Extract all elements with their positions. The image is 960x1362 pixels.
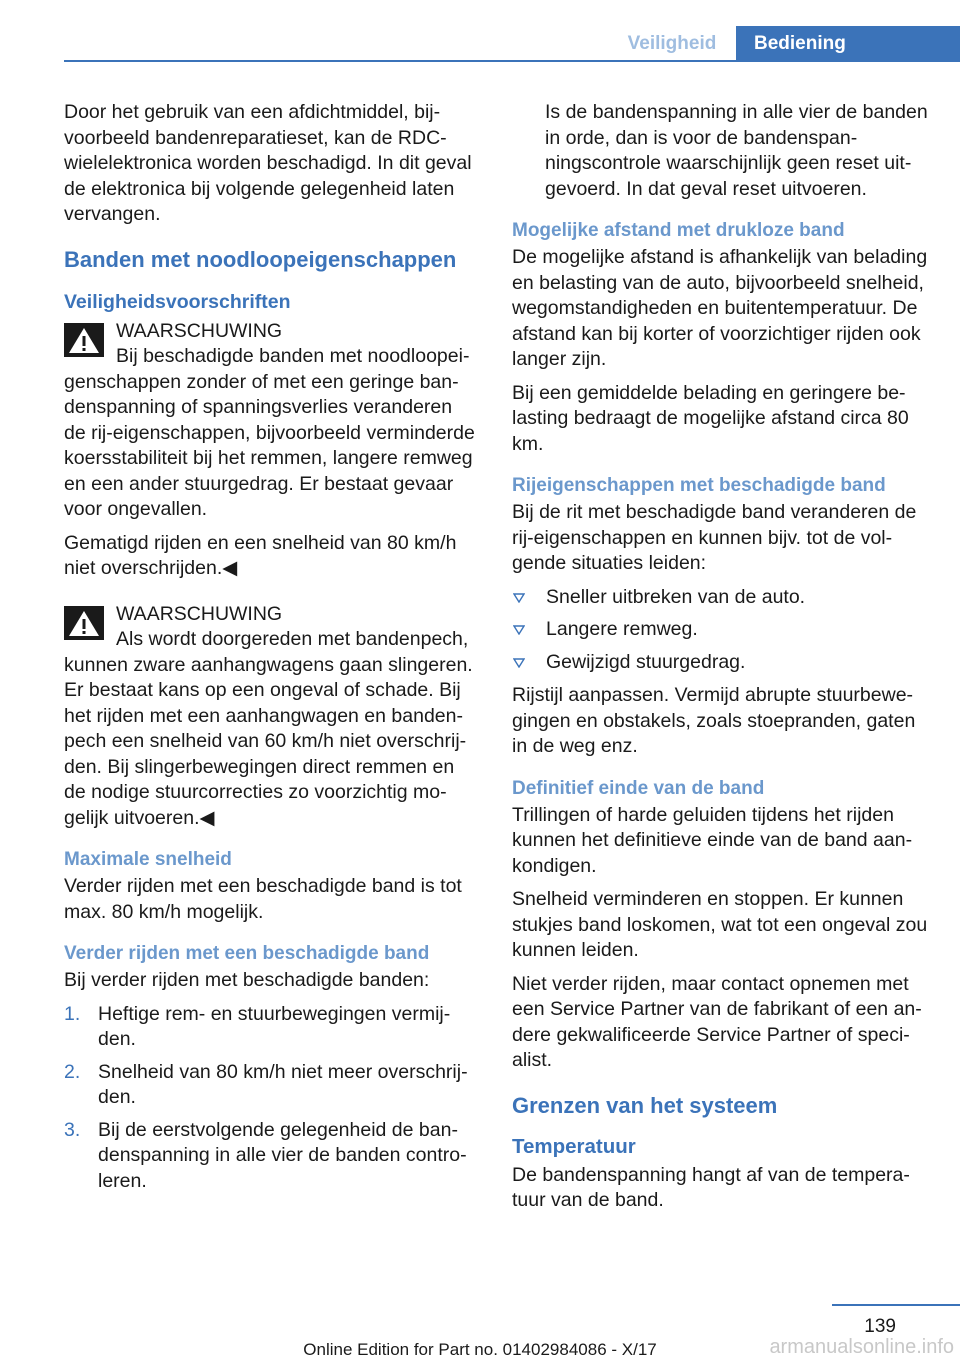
warning-block-1 xyxy=(64,319,479,582)
warning-title: WAARSCHUWING xyxy=(116,319,283,342)
warning-title: WAARSCHUWING xyxy=(116,602,283,625)
list-item xyxy=(512,617,928,643)
tab-bediening[interactable]: Bediening xyxy=(736,26,960,62)
warning-triangle-icon xyxy=(64,323,104,357)
list-item xyxy=(512,585,928,611)
bullet-text: Sneller uitbreken van de auto. xyxy=(546,585,806,608)
list-item xyxy=(64,1060,479,1111)
page-number-rule xyxy=(832,1304,960,1306)
subheading-safety: Veiligheidsvoorschriften xyxy=(64,290,291,313)
subheading-temperature: Temperatuur xyxy=(512,1134,636,1158)
subheading-end: Definitief einde van de band xyxy=(512,777,765,799)
triangle-bullet-icon xyxy=(513,625,525,635)
distance-text-2: Bij een gemiddelde belading en geringere belasting bedraagt de mogelijke afstand circa 80 km. xyxy=(512,381,909,455)
step-number: 1. xyxy=(64,1002,81,1025)
section-heading-limits: Grenzen van het systeem xyxy=(512,1092,778,1118)
distance-text-1: De mogelijke afstand is afhankelijk van belading en belasting van de auto, bijvoorbeeld snelheid, wegomstandigheden en buitentemperatuur. De afstand kan bij korter of voorzichtiger rijden ook langer zijn. xyxy=(512,246,928,370)
temperature-text: De bandenspanning hangt af van de temperatuur van de band. xyxy=(512,1163,910,1211)
bullet-list xyxy=(512,585,928,676)
warning-block-2 xyxy=(64,602,479,832)
section-heading-runflat: Banden met noodloopeigenschappen xyxy=(64,246,457,272)
step-number: 2. xyxy=(64,1060,81,1083)
end-text-2: Snelheid verminderen en stoppen. Er kunnen stukjes band loskomen, wat tot een ongeval zou kunnen leiden. xyxy=(512,888,928,961)
subheading-handling: Rijeigenschappen met beschadigde band xyxy=(512,475,886,496)
step-number: 3. xyxy=(64,1118,81,1141)
end-text-1: Trillingen of harde geluiden tijdens het rijden kunnen het definitieve einde van de band aankondigen. xyxy=(512,803,913,877)
warning-text-2: Gematigd rijden en een snelheid van 80 km/h niet overschrijden.◀ xyxy=(64,531,457,579)
watermark: armanualsonline.info xyxy=(769,1336,954,1358)
max-speed-text: Verder rijden met een beschadigde band is tot max. 80 km/h mogelijk. xyxy=(64,875,462,923)
page-number: 139 xyxy=(864,1316,896,1337)
list-item xyxy=(512,650,928,676)
left-column xyxy=(64,100,479,1202)
step-text: Heftige rem- en stuurbewegingen vermijden. xyxy=(98,1002,451,1050)
step-text: Bij de eerstvolgende gelegenheid de bandenspanning in alle vier de banden controleren. xyxy=(98,1118,467,1192)
warning-text: Als wordt doorgereden met bandenpech, kunnen zware aanhangwagens gaan slingeren. Er bestaat kans op een ongeval of schade. Bij het rijden met een aanhangwagen en bandenpech een snelheid van 60 km/h niet overschrijden. Bij slingerbewegingen direct remmen en de nodige stuurcorrecties zo voorzichtig mogelijk uitvoeren.◀ xyxy=(64,628,473,829)
handling-text: Bij de rit met beschadigde band veranderen de rij-eigenschappen en kunnen bijv. tot de volgende situaties leiden: xyxy=(512,501,917,574)
list-item xyxy=(64,1118,479,1195)
intro-paragraph: Door het gebruik van een afdichtmiddel, bijvoorbeeld bandenreparatieset, kan de RDC-wielelektronica worden beschadigd. In dit geval de elektronica bij volgende gelegenheid laten vervangen. xyxy=(64,101,472,225)
step-text: Snelheid van 80 km/h niet meer overschrijden. xyxy=(98,1060,468,1108)
list-item xyxy=(64,1002,479,1053)
handling-text-2: Rijstijl aanpassen. Vermijd abrupte stuurbewegingen en obstakels, zoals stoepranden, gaten in de weg enz. xyxy=(512,684,916,757)
right-column xyxy=(512,100,928,1222)
bullet-text: Langere remweg. xyxy=(546,618,698,640)
tab-veiligheid[interactable]: Veiligheid xyxy=(627,33,717,54)
subheading-distance: Mogelijke afstand met drukloze band xyxy=(512,220,845,241)
steps-list xyxy=(64,1002,479,1195)
subheading-continue: Verder rijden met een beschadigde band xyxy=(64,943,430,964)
triangle-bullet-icon xyxy=(513,593,525,603)
end-text-3: Niet verder rijden, maar contact opnemen met een Service Partner van de fabrikant of een andere gekwalificeerde Service Partner of specialist. xyxy=(512,972,922,1071)
continue-text: Bij verder rijden met beschadigde banden: xyxy=(64,969,430,991)
triangle-bullet-icon xyxy=(513,658,525,668)
subheading-max-speed: Maximale snelheid xyxy=(64,849,232,870)
bullet-text: Gewijzigd stuurgedrag. xyxy=(546,650,746,673)
step-continuation: Is de bandenspanning in alle vier de banden in orde, dan is voor de bandenspanningscontrole waarschijnlijk geen reset uitgevoerd. In dat geval reset uitvoeren. xyxy=(545,101,928,200)
warning-text: Bij beschadigde banden met noodloopeigenschappen zonder of met een geringe bandenspanning of spanningsverlies veranderen de rij-eigenschappen, bijvoorbeeld verminderde koersstabiliteit bij het remmen, langere remweg en een ander stuurgedrag. Er bestaat gevaar voor ongevallen. xyxy=(64,345,475,520)
warning-triangle-icon xyxy=(64,606,104,640)
edition-footer: Online Edition for Part no. 01402984086 - X/17 xyxy=(303,1340,657,1359)
